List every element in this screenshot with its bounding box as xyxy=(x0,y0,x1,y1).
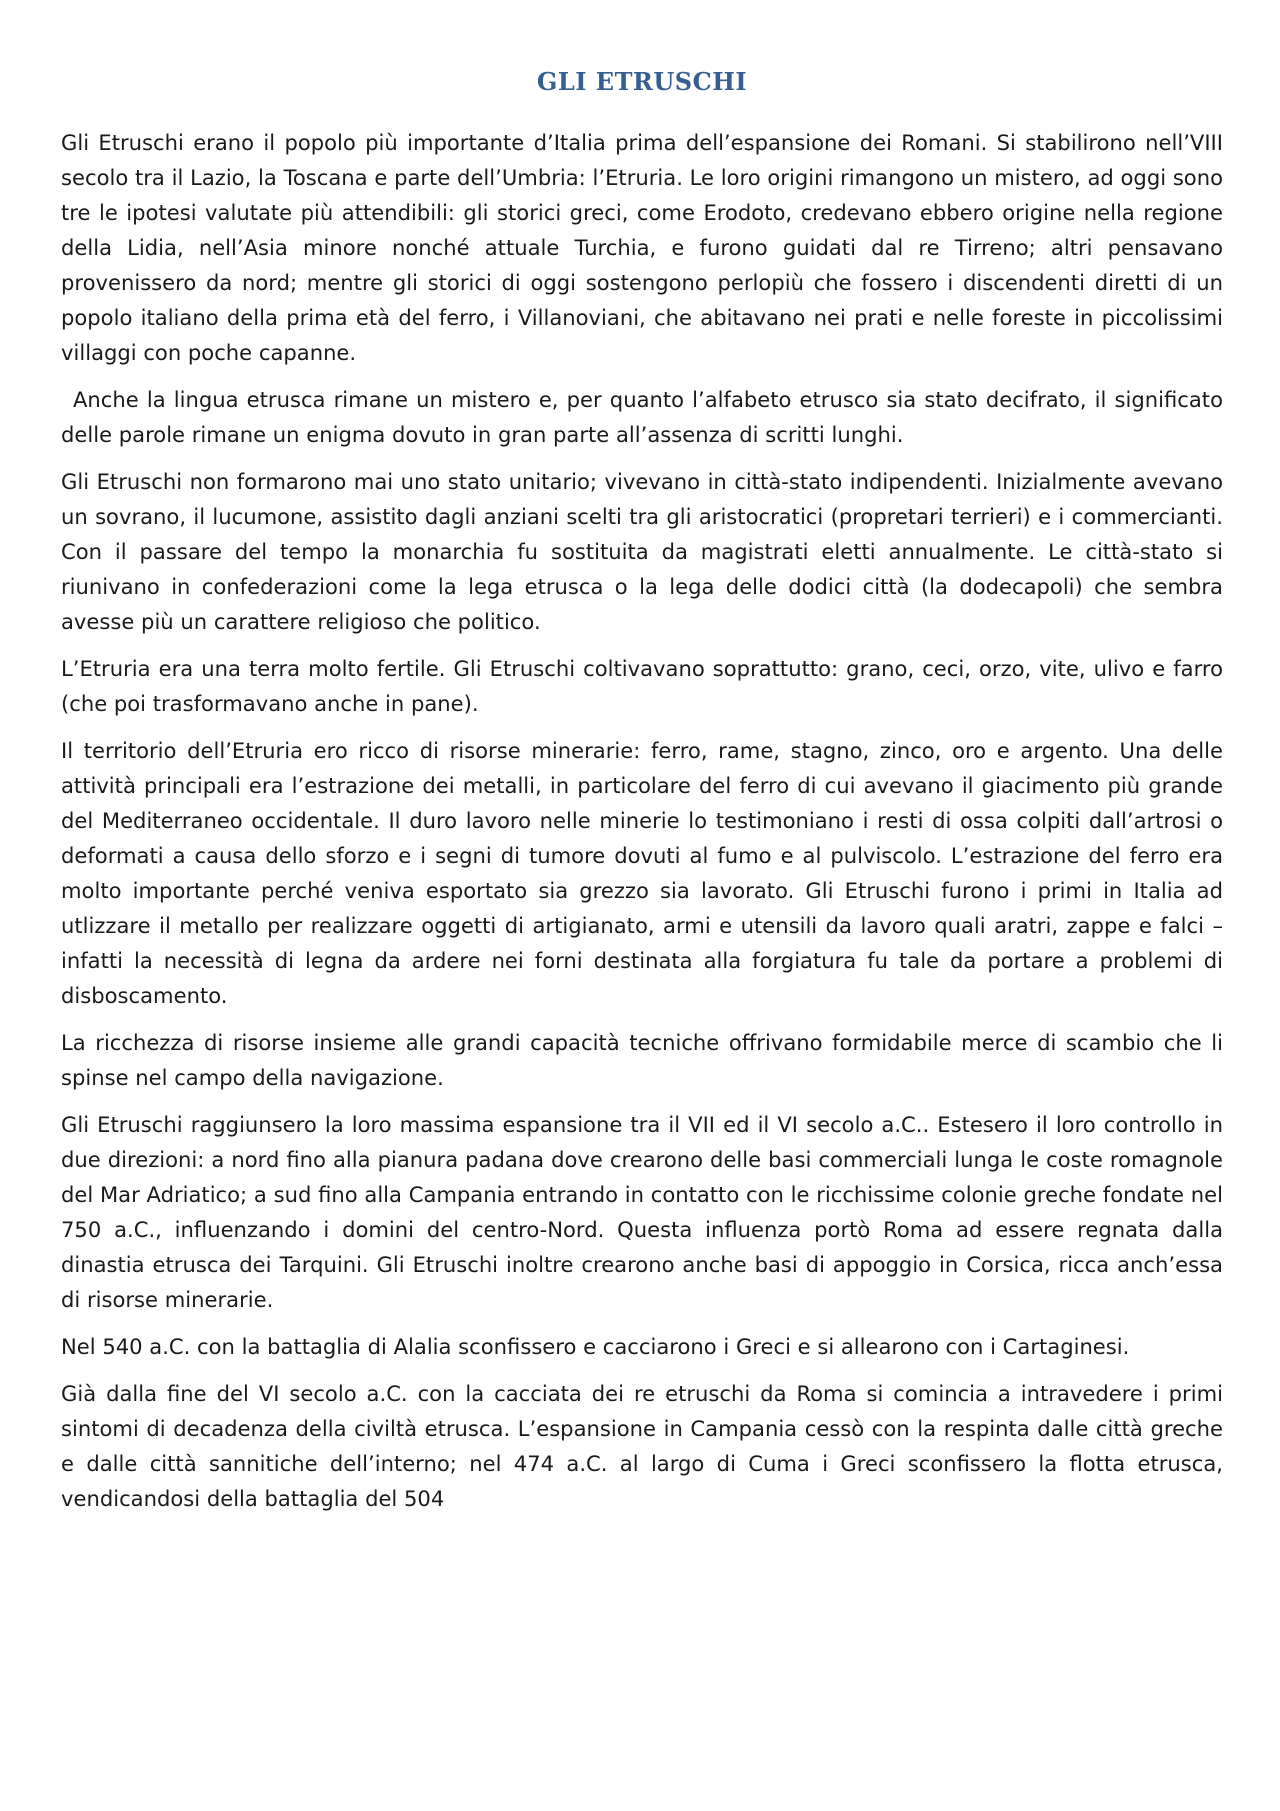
paragraph-mining: Il territorio dell’Etruria ero ricco di risorse minerarie: ferro, rame, stagno, zinco, oro e argento. Una delle attività principali era l’estrazione dei metalli, in particolare del ferro di cui avevano il giacimento più grande del Mediterraneo occidentale. Il duro lavoro nelle minerie lo testimoniano i resti di ossa colpiti dall’artrosi o deformati a causa dello sforzo e i segni di tumore dovuti al fumo e al pulviscolo. L’estrazione del ferro era molto importante perché veniva esportato sia grezzo sia lavorato. Gli Etruschi furono i primi in Italia ad utlizzare il metallo per realizzare oggetti di artigianato, armi e utensili da lavoro quali aratri, zappe e falci – infatti la necessità di legna da ardere nei forni destinata alla forgiatura fu tale da portare a problemi di disboscamento. xyxy=(61,737,1223,1008)
paragraph-language: Anche la lingua etrusca rimane un mistero e, per quanto l’alfabeto etrusco sia stato decifrato, il significato delle parole rimane un enigma dovuto in gran parte all’assenza di scritti lunghi. xyxy=(61,386,1223,447)
paragraph-government: Gli Etruschi non formarono mai uno stato unitario; vivevano in città-stato indipendenti. Inizialmente avevano un sovrano, il lucumone, assistito dagli anziani scelti tra gli aristocratici (propretari terrieri) e i commercianti. Con il passare del tempo la monarchia fu sostituita da magistrati eletti annualmente. Le città-stato si riunivano in confederazioni come la lega etrusca o la lega delle dodici città (la dodecapoli) che sembra avesse più un carattere religioso che politico. xyxy=(61,468,1223,634)
page-title: GLI ETRUSCHI xyxy=(536,67,748,96)
paragraph-agriculture: L’Etruria era una terra molto fertile. Gli Etruschi coltivavano soprattutto: grano, ceci, orzo, vite, ulivo e farro (che poi trasformavano anche in pane). xyxy=(61,655,1223,716)
paragraph-alalia: Nel 540 a.C. con la battaglia di Alalia sconfissero e cacciarono i Greci e si allearono con i Cartaginesi. xyxy=(61,1333,1130,1359)
paragraph-origins: Gli Etruschi erano il popolo più importante d’Italia prima dell’espansione dei Romani. Si stabilirono nell’VIII secolo tra il Lazio, la Toscana e parte dell’Umbria: l’Etruria. Le loro origini rimangono un mistero, ad oggi sono tre le ipotesi valutate più attendibili: gli storici greci, come Erodoto, credevano ebbero origine nella regione della Lidia, nell’Asia minore nonché attuale Turchia, e furono guidati dal re Tirreno; altri pensavano provenissero da nord; mentre gli storici di oggi sostengono perlopiù che fossero i discendenti diretti di un popolo italiano della prima età del ferro, i Villanoviani, che abitavano nei prati e nelle foreste in piccolissimi villaggi con poche capanne. xyxy=(61,129,1223,365)
paragraph-expansion: Gli Etruschi raggiunsero la loro massima espansione tra il VII ed il VI secolo a.C.. Estesero il loro controllo in due direzioni: a nord fino alla pianura padana dove crearono delle basi commerciali lunga le coste romagnole del Mar Adriatico; a sud fino alla Campania entrando in contatto con le ricchissime colonie greche fondate nel 750 a.C., influenzando i domini del centro-Nord. Questa influenza portò Roma ad essere regnata dalla dinastia etrusca dei Tarquini. Gli Etruschi inoltre crearono anche basi di appoggio in Corsica, ricca anch’essa di risorse minerarie. xyxy=(61,1111,1223,1312)
paragraph-trade: La ricchezza di risorse insieme alle grandi capacità tecniche offrivano formidabile merce di scambio che li spinse nel campo della navigazione. xyxy=(61,1029,1223,1090)
paragraph-decline: Già dalla fine del VI secolo a.C. con la cacciata dei re etruschi da Roma si comincia a intravedere i primi sintomi di decadenza della civiltà etrusca. L’espansione in Campania cessò con la respinta dalle città greche e dalle città sannitiche dell’interno; nel 474 a.C. al largo di Cuma i Greci sconfissero la flotta etrusca, vendicandosi della battaglia del 504 xyxy=(61,1380,1223,1511)
